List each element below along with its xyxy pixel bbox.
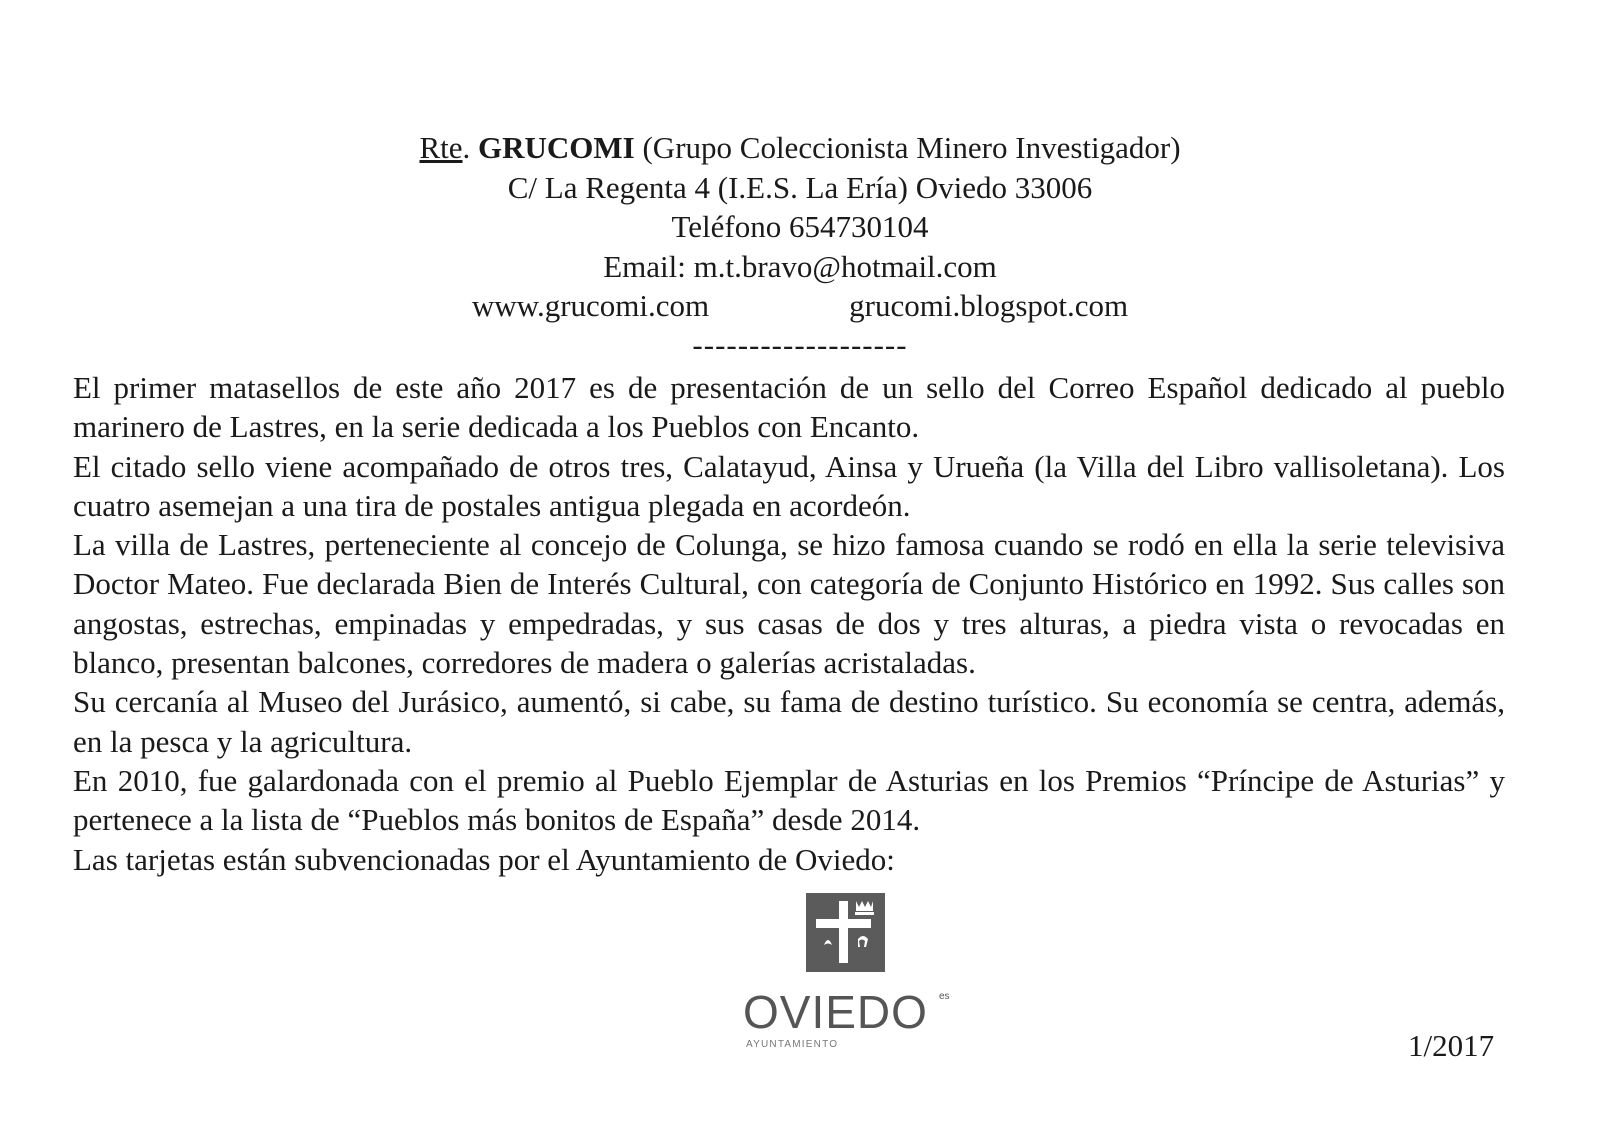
phone-line: Teléfono 654730104 — [671, 209, 929, 244]
paragraph-3: La villa de Lastres, perteneciente al concejo de Colunga, se hizo famosa cuando se rodó en ella la serie televisiva Doctor Mateo. Fue declarada Bien de Interés Cultural, con categoría de Conjunto Histórico en 1992. Sus calles son angostas, estrechas, empinadas y empedradas, y sus casas de dos y tres alturas, a piedra vista o revocadas en blanco, presentan balcones, corredores de madera o galerías acristaladas. — [73, 527, 1505, 681]
logo-wordmark: OVIEDO — [743, 986, 928, 1038]
body-text — [73, 368, 1505, 879]
rte-label: Rte — [419, 130, 463, 165]
logo-subtitle: AYUNTAMIENTO — [746, 1039, 839, 1050]
email-line: Email: m.t.bravo@hotmail.com — [603, 248, 997, 284]
oviedo-logo — [743, 893, 973, 1073]
reference-number: 1/2017 — [1408, 1028, 1495, 1063]
org-short-name: GRUCOMI — [478, 130, 635, 165]
logo-suffix: es — [939, 991, 950, 1002]
web-links-line — [0, 286, 1600, 326]
asturias-cross-emblem-icon — [806, 893, 885, 972]
address-line: C/ La Regenta 4 (I.E.S. La Ería) Oviedo 33006 — [507, 169, 1093, 205]
paragraph-5: En 2010, fue galardonada con el premio al Pueblo Ejemplar de Asturias en los Premios “Príncipe de Asturias” y pertenece a la lista de “Pueblos más bonitos de España” desde 2014. — [73, 762, 1505, 838]
blog-text: grucomi.blogspot.com — [849, 288, 1129, 323]
rte-dot: . — [462, 130, 471, 165]
divider-line: ------------------- — [692, 326, 908, 362]
paragraph-6: Las tarjetas están subvencionadas por el Ayuntamiento de Oviedo: — [73, 841, 895, 877]
paragraph-4: Su cercanía al Museo del Jurásico, aumentó, si cabe, su fama de destino turístico. Su economía se centra, además, en la pesca y la agricultura. — [73, 684, 1505, 759]
website-text: www.grucomi.com — [471, 288, 710, 323]
sender-header — [0, 128, 1600, 364]
paragraph-2: El citado sello viene acompañado de otros tres, Calatayud, Ainsa y Urueña (la Villa del Libro vallisoletana). Los cuatro asemejan a una tira de postales antigua plegada en acordeón. — [73, 448, 1505, 523]
org-full-name: (Grupo Coleccionista Minero Investigador) — [642, 130, 1181, 165]
paragraph-1: El primer matasellos de este año 2017 es de presentación de un sello del Correo Español dedicado al pueblo marinero de Lastres, en la serie dedicada a los Pueblos con Encanto. — [73, 370, 1505, 445]
sender-line — [0, 128, 1600, 168]
